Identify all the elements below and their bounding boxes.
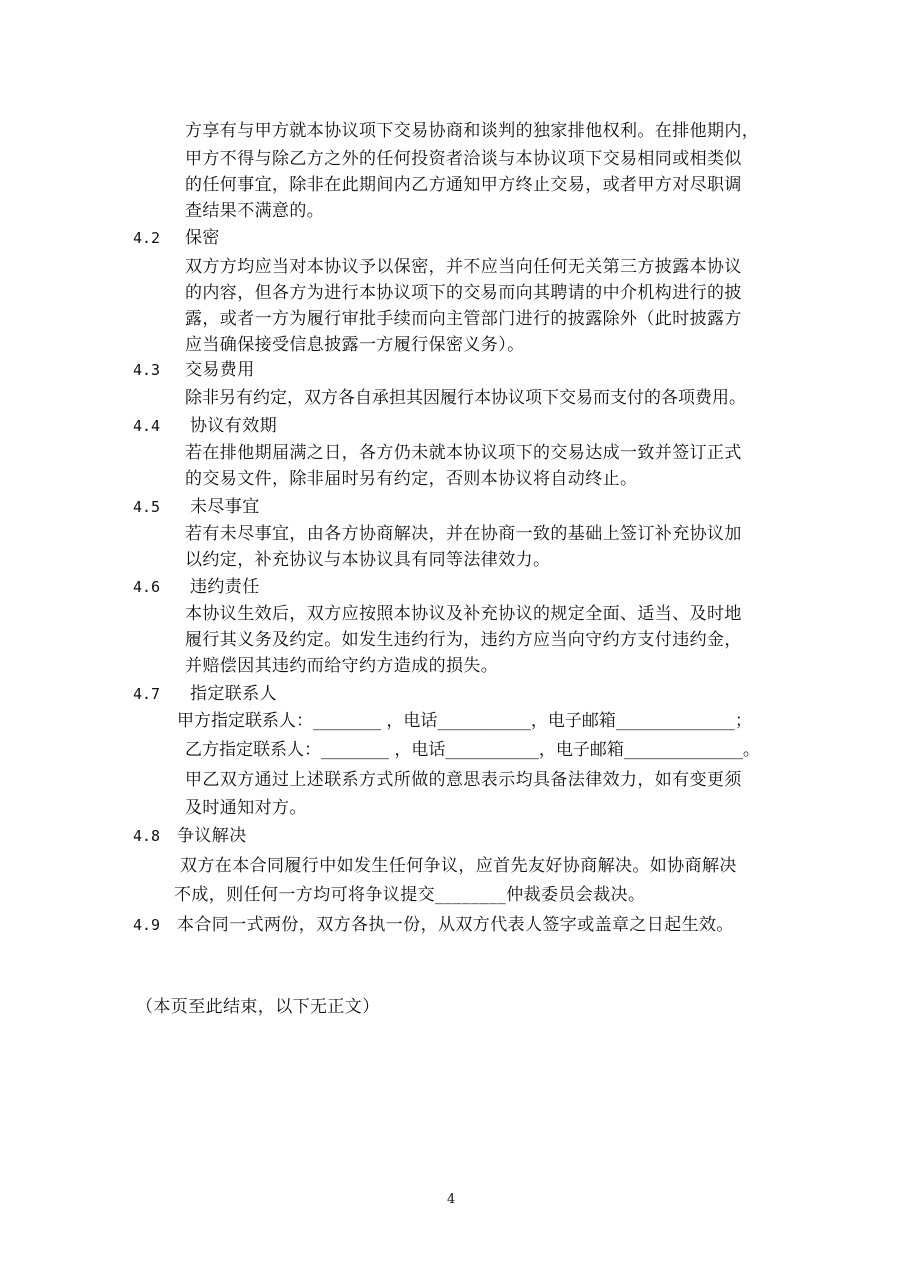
section-title: 未尽事宜 [190, 497, 260, 517]
section-number: 4.8 [133, 827, 161, 845]
paragraph-line: 除非另有约定，双方各自承担其因履行本协议项下交易而支付的各项费用。 [185, 388, 746, 408]
end-note: （本页至此结束，以下无正文） [136, 997, 380, 1017]
section-title: 交易费用 [185, 360, 255, 380]
section-number: 4.7 [133, 685, 161, 703]
section-number: 4.3 [133, 361, 161, 379]
paragraph-line: 甲方不得与除乙方之外的任何投资者洽谈与本协议项下交易相同或相类似 [185, 149, 742, 169]
section-number: 4.4 [133, 417, 161, 435]
section-title: 违约责任 [190, 577, 260, 597]
section-number: 4.9 [133, 916, 161, 934]
paragraph-line: 并赔偿因其违约而给守约方造成的损失。 [185, 656, 499, 676]
paragraph-line: 不成，则任何一方均可将争议提交________仲裁委员会裁决。 [174, 885, 646, 905]
section-number: 4.6 [133, 578, 161, 596]
paragraph-line: 双方在本合同履行中如发生任何争议，应首先友好协商解决。如协商解决 [180, 856, 737, 876]
paragraph-line: 方享有与甲方就本协议项下交易协商和谈判的独家排他权利。在排他期内， [185, 121, 760, 141]
page-number: 4 [447, 1192, 456, 1207]
party-b-contact-line: 乙方指定联系人：________ ，电话___________，电子邮箱______________。 [185, 740, 760, 760]
paragraph-line: 及时通知对方。 [185, 798, 307, 818]
section-number: 4.5 [133, 498, 161, 516]
paragraph-line: 的交易文件，除非届时另有约定，否则本协议将自动终止。 [185, 469, 638, 489]
paragraph-line: 甲乙双方通过上述联系方式所做的意思表示均具备法律效力，如有变更须 [185, 770, 742, 790]
paragraph-line: 本协议生效后，双方应按照本协议及补充协议的规定全面、适当、及时地 [185, 604, 742, 624]
paragraph-line: 查结果不满意的。 [185, 201, 325, 221]
section-title: 本合同一式两份，双方各执一份，从双方代表人签字或盖章之日起生效。 [177, 915, 734, 935]
paragraph-line: 若有未尽事宜，由各方协商解决，并在协商一致的基础上签订补充协议加 [185, 524, 742, 544]
section-title: 协议有效期 [190, 416, 277, 436]
paragraph-line: 的内容，但各方为进行本协议项下的交易而向其聘请的中介机构进行的披 [185, 283, 742, 303]
paragraph-line: 履行其义务及约定。如发生违约行为，违约方应当向守约方支付违约金， [185, 630, 742, 650]
paragraph-line: 应当确保接受信息披露一方履行保密义务）。 [185, 335, 525, 355]
section-title: 指定联系人 [190, 684, 277, 704]
party-a-contact-line: 甲方指定联系人：________ ，电话___________，电子邮箱______________； [177, 711, 752, 731]
paragraph-line: 的任何事宜，除非在此期间内乙方通知甲方终止交易，或者甲方对尽职调 [185, 175, 742, 195]
paragraph-line: 若在排他期届满之日，各方仍未就本协议项下的交易达成一致并签订正式 [185, 443, 742, 463]
section-number: 4.2 [133, 229, 161, 247]
paragraph-line: 露，或者一方为履行审批手续而向主管部门进行的披露除外（此时披露方 [185, 309, 742, 329]
paragraph-line: 以约定，补充协议与本协议具有同等法律效力。 [185, 550, 551, 570]
paragraph-line: 双方方均应当对本协议予以保密，并不应当向任何无关第三方披露本协议 [185, 257, 742, 277]
section-title: 争议解决 [177, 826, 247, 846]
section-title: 保密 [185, 228, 220, 248]
